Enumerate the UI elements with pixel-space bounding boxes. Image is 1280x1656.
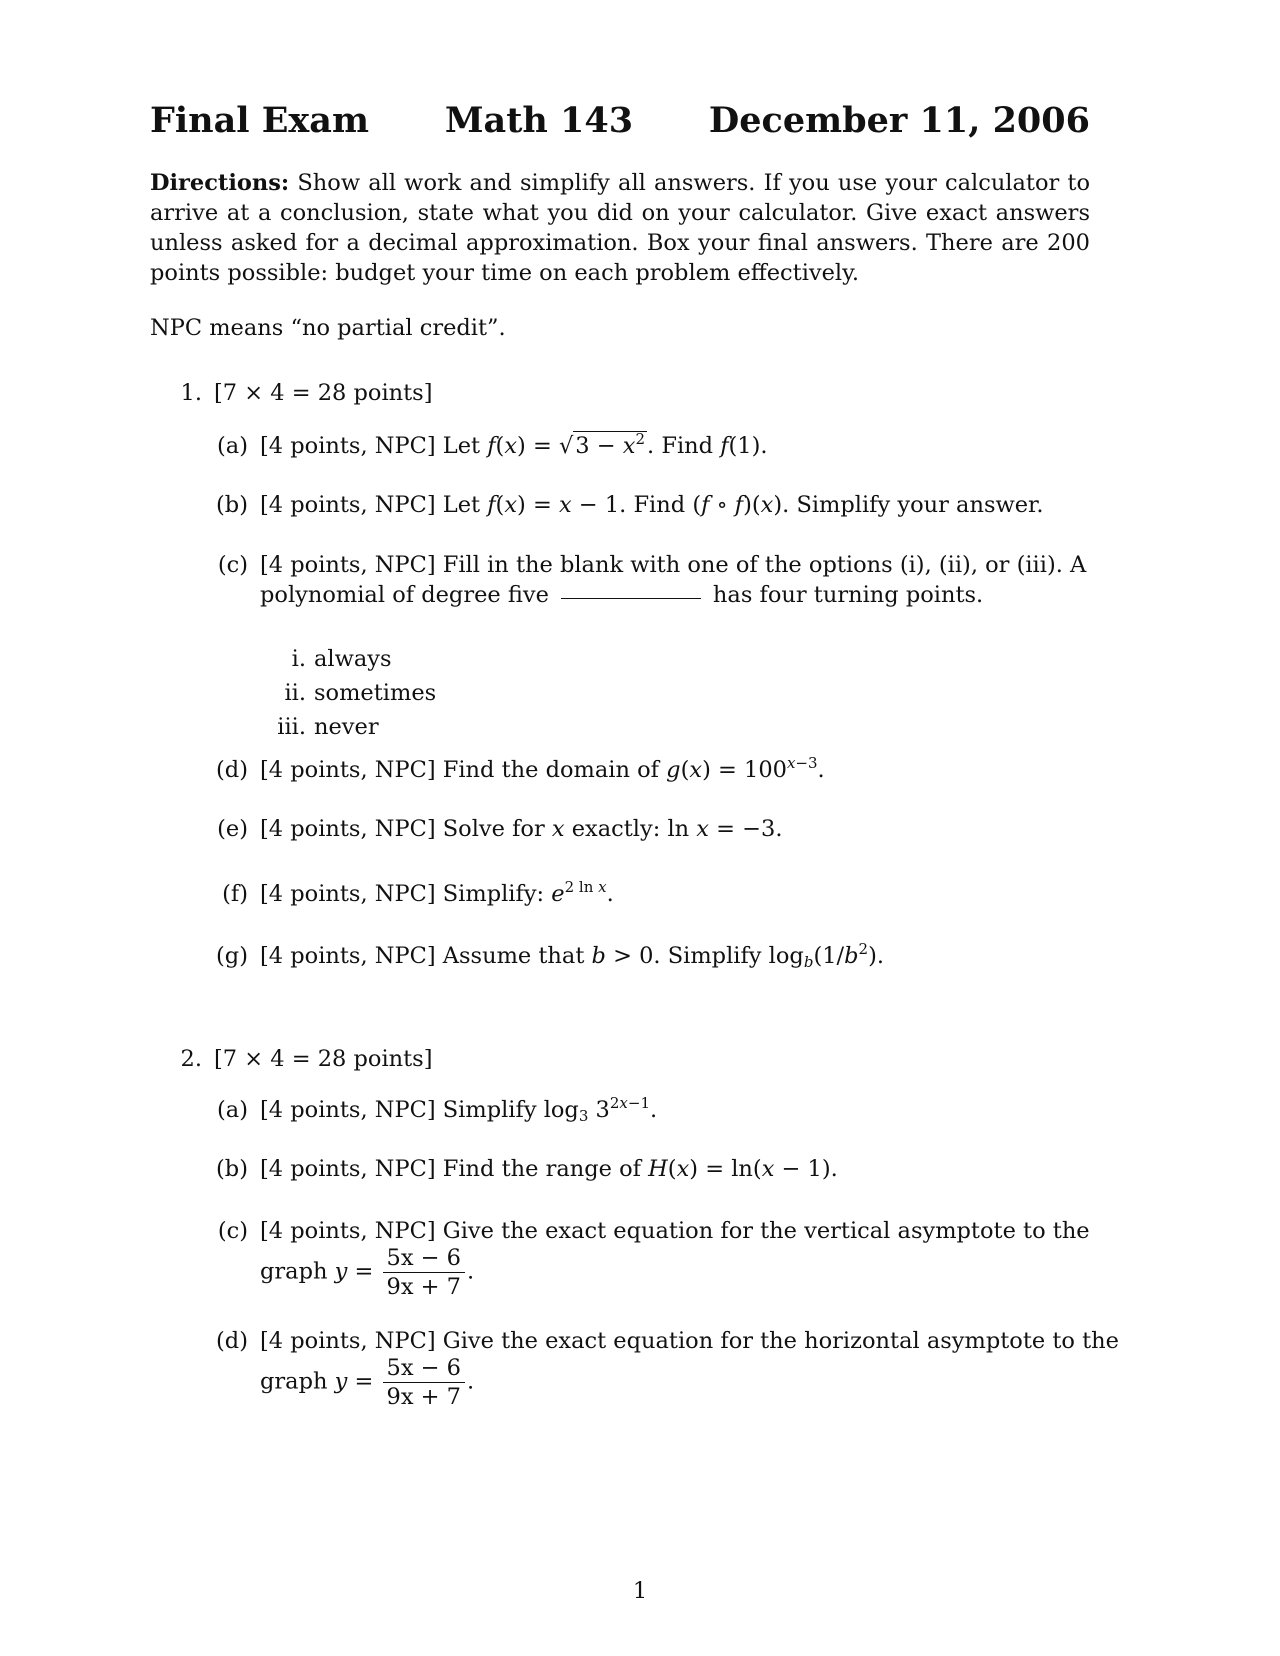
part-label: (c) xyxy=(217,552,248,578)
part-text: [4 points, NPC] Let xyxy=(260,492,481,518)
question-1e: (e) [4 points, NPC] Solve for x exactly: ln x = −3. xyxy=(208,816,782,842)
part-label: (e) xyxy=(217,816,248,842)
question-1f xyxy=(208,878,614,907)
question-2a xyxy=(208,1094,657,1125)
question-1-points: [7 × 4 = 28 points] xyxy=(214,380,433,406)
part-label: (a) xyxy=(217,433,248,459)
part-text: [4 points, NPC] Fill in the blank with one of the options (i), (ii), or (iii). A xyxy=(260,552,1087,578)
question-2c xyxy=(208,1218,1090,1244)
part-text: [4 points, NPC] Give the exact equation for the vertical asymptote to the xyxy=(260,1218,1090,1244)
part-text: [4 points, NPC] Assume that xyxy=(260,943,585,969)
question-1-header xyxy=(170,380,433,406)
question-2-points: [7 × 4 = 28 points] xyxy=(214,1046,433,1072)
question-1-number: 1. xyxy=(180,380,202,406)
part-label: (d) xyxy=(216,757,248,783)
option-item: i. always xyxy=(291,646,392,672)
question-1d xyxy=(208,754,825,783)
part-label: (c) xyxy=(217,1218,248,1244)
option-item: iii. never xyxy=(277,714,379,740)
question-2b xyxy=(208,1156,838,1182)
question-2d-line2: graph y = $\frac{5x - 6}{9x + 7}$ . xyxy=(260,1355,475,1410)
directions-paragraph xyxy=(150,168,1090,288)
math-expression: b > 0 xyxy=(591,943,654,969)
option-item: ii. sometimes xyxy=(284,680,437,706)
part-label: (b) xyxy=(216,1156,248,1182)
exam-title: Final Exam xyxy=(150,100,370,141)
question-1g: (g) [4 points, NPC] Assume that b > 0. Simplify $\log_b(1/b^2)$. xyxy=(208,940,884,971)
page-number: 1 xyxy=(632,1578,648,1604)
directions-label: Directions: xyxy=(150,170,290,196)
question-2d xyxy=(208,1328,1119,1354)
part-label: (d) xyxy=(216,1328,248,1354)
fraction: $\frac{5x - 6}{9x + 7}$ xyxy=(383,1244,465,1301)
question-1a: (a) [4 points, NPC] Let $f(x) = √3 - x^2$. Find f(1). xyxy=(208,430,768,459)
math-expression: $f(x) = √3 - x^2$ xyxy=(487,430,646,459)
question-2-header xyxy=(170,1046,433,1072)
question-2c-line2: graph y = $\frac{5x - 6}{9x + 7}$ . xyxy=(260,1245,475,1300)
question-1c xyxy=(208,552,1086,578)
part-text: [4 points, NPC] Let xyxy=(260,433,481,459)
part-label: (b) xyxy=(216,492,248,518)
part-text: [4 points, NPC] Simplify: xyxy=(260,881,545,907)
math-expression: f(1). xyxy=(720,433,768,459)
part-text: [4 points, NPC] Solve for xyxy=(260,816,545,842)
question-1b: (b) [4 points, NPC] Let f(x) = x − 1. Find (f ∘ f)(x). Simplify your answer. xyxy=(208,492,1044,518)
part-label: (f) xyxy=(222,881,248,907)
math-expression: $\log_b(1/b^2)$. xyxy=(768,940,885,971)
part-text: [4 points, NPC] Find the range of xyxy=(260,1156,642,1182)
answer-blank xyxy=(561,598,701,599)
math-expression: ln x = −3. xyxy=(667,816,783,842)
part-label: (g) xyxy=(216,943,248,969)
npc-note: NPC means “no partial credit”. xyxy=(150,315,506,341)
exam-header xyxy=(150,100,1090,141)
math-expression: $\log_3 3^{2x-1}$. xyxy=(543,1094,658,1125)
part-text: [4 points, NPC] Find the domain of xyxy=(260,757,660,783)
math-expression: $g(x) = 100^{x-3}$. xyxy=(666,754,825,783)
math-expression: $e^{2 ln x}$. xyxy=(551,878,614,907)
math-expression: H(x) = ln(x − 1). xyxy=(648,1156,838,1182)
exam-date: December 11, 2006 xyxy=(708,100,1090,141)
math-expression: f(x) = x − 1 xyxy=(487,492,620,518)
question-1c-line2: polynomial of degree five has four turning points. xyxy=(260,582,984,608)
course-name: Math 143 xyxy=(444,100,634,141)
question-2-number: 2. xyxy=(180,1046,202,1072)
part-text: [4 points, NPC] Simplify xyxy=(260,1097,537,1123)
fraction: $\frac{5x - 6}{9x + 7}$ xyxy=(383,1354,465,1411)
directions-text: Show all work and simplify all answers. If you use your calculator to arrive at a conclusion, state what you did on your calculator. Give exact answers unless asked for a decimal approximation. Box your final answers. There are 200 points possible: budget your time on each problem effectively. xyxy=(150,170,1090,286)
part-label: (a) xyxy=(217,1097,248,1123)
math-expression: (f ∘ f)(x) xyxy=(692,492,783,518)
part-text: [4 points, NPC] Give the exact equation for the horizontal asymptote to the xyxy=(260,1328,1119,1354)
